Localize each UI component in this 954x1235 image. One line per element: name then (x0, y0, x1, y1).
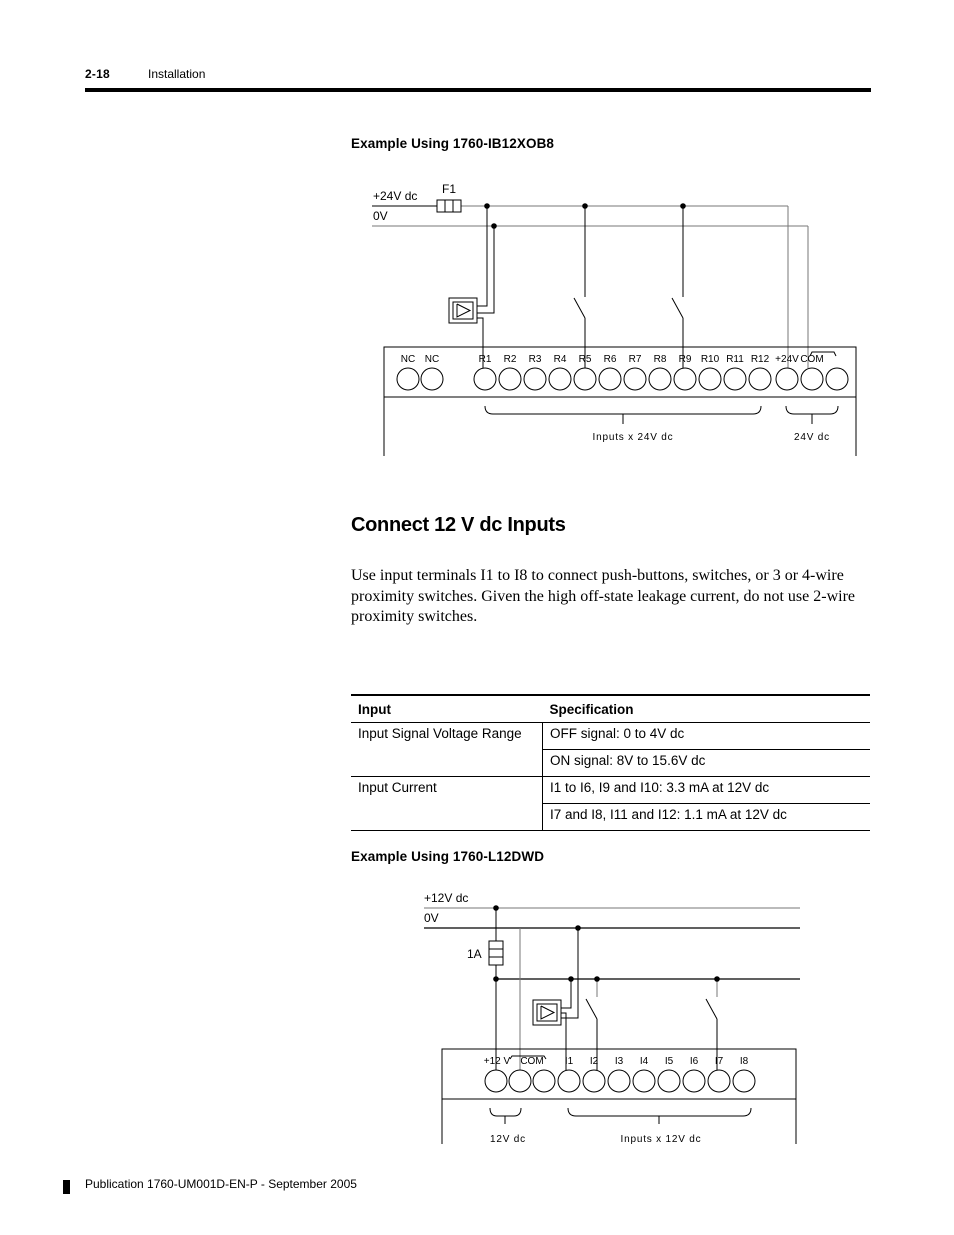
terminal-screw (708, 1070, 730, 1092)
terminal-label: +24V (775, 354, 799, 365)
terminal-screw (533, 1070, 555, 1092)
sensor-zero-wire (477, 226, 494, 313)
junction-dot (594, 976, 600, 982)
switch-r9 (672, 298, 683, 318)
switch-r5 (574, 298, 585, 318)
terminal-screw (624, 368, 646, 390)
table-cell: Input Signal Voltage Range (358, 726, 522, 741)
terminal-label: R3 (528, 354, 542, 365)
terminal-screw (649, 368, 671, 390)
table-row (351, 723, 870, 750)
inputs-bracket (568, 1108, 751, 1116)
input-spec-table (351, 694, 870, 831)
terminal-label: R9 (678, 354, 692, 365)
terminal-screw (683, 1070, 705, 1092)
terminal-label: I3 (614, 1056, 624, 1067)
terminal-screw (558, 1070, 580, 1092)
terminal-screw (485, 1070, 507, 1092)
terminal-screw (826, 368, 848, 390)
terminal-label: R6 (603, 354, 617, 365)
switch-i2 (586, 999, 597, 1019)
terminal-screw (574, 368, 596, 390)
supply-bracket (490, 1108, 521, 1116)
table-row (351, 777, 870, 804)
terminal-screw (583, 1070, 605, 1092)
table-header-row (351, 695, 870, 723)
supply-positive-label: +12V dc (424, 891, 469, 905)
terminal-strip (397, 354, 848, 390)
terminal-label: I1 (564, 1056, 574, 1067)
terminal-label: R1 (478, 354, 492, 365)
junction-dot (491, 223, 497, 229)
sensor-triangle-icon (541, 1006, 554, 1019)
terminal-label: R5 (578, 354, 592, 365)
supply-positive-label: +24V dc (373, 189, 418, 203)
publication-footer: Publication 1760-UM001D-EN-P - September 2005 (85, 1177, 357, 1191)
sensor-supply-wire (561, 979, 571, 1008)
running-header-section: Installation (148, 67, 206, 81)
sensor-triangle-icon (457, 304, 470, 317)
terminal-screw (733, 1070, 755, 1092)
terminal-screw (474, 368, 496, 390)
terminal-label: I5 (664, 1056, 674, 1067)
terminal-label: COM (800, 354, 824, 365)
inputs-group-label: Inputs x 12V dc (620, 1134, 702, 1145)
inputs-bracket (485, 406, 761, 414)
fuse-label: F1 (442, 182, 457, 196)
table-cell: I7 and I8, I11 and I12: 1.1 mA at 12V dc (543, 804, 871, 831)
diagram2-caption: Example Using 1760-L12DWD (351, 849, 545, 864)
junction-dot (714, 976, 720, 982)
terminal-label: R11 (726, 354, 744, 365)
column-header-specification: Specification (543, 695, 871, 723)
terminal-label: R7 (628, 354, 642, 365)
terminal-label: I2 (589, 1056, 599, 1067)
terminal-screw (749, 368, 771, 390)
terminal-screw (658, 1070, 680, 1092)
terminal-screw (801, 368, 823, 390)
junction-dot (493, 976, 499, 982)
terminal-label: I7 (714, 1056, 724, 1067)
sensor-zero-wire (561, 928, 578, 1018)
junction-dot (582, 203, 588, 209)
supply-zero-label: 0V (373, 209, 388, 223)
terminal-strip (484, 1056, 755, 1092)
junction-dot (575, 925, 581, 931)
junction-dot (493, 905, 499, 911)
section-title: Connect 12 V dc Inputs (351, 514, 566, 536)
fuse-label: 1A (467, 947, 482, 961)
terminal-label: +12 V (483, 1056, 511, 1067)
terminal-screw (776, 368, 798, 390)
terminal-label: R12 (750, 354, 770, 365)
terminal-label: R10 (700, 354, 720, 365)
table-cell: Input Current (351, 777, 543, 831)
terminal-screw (397, 368, 419, 390)
table-cell: I1 to I6, I9 and I10: 3.3 mA at 12V dc (543, 777, 871, 804)
wiring-diagram-1760-l12dwd (0, 870, 954, 1160)
junction-dot (568, 976, 574, 982)
junction-dot (680, 203, 686, 209)
sensor-supply-wire (477, 206, 487, 306)
terminal-label: I4 (639, 1056, 649, 1067)
terminal-label: I6 (689, 1056, 699, 1067)
terminal-label: COM (520, 1056, 544, 1067)
fuse-symbol (437, 200, 461, 212)
inputs-group-label: Inputs x 24V dc (592, 432, 674, 443)
section-body: Use input terminals I1 to I8 to connect push-buttons, switches, or 3 or 4-wire proximity switches. Given the high off-state leakage current, do not use 2-wire proximity switches. (351, 567, 856, 625)
terminal-screw (699, 368, 721, 390)
junction-dot (484, 203, 490, 209)
table-cell: ON signal: 8V to 15.6V dc (543, 750, 871, 777)
terminal-screw (724, 368, 746, 390)
terminal-screw (599, 368, 621, 390)
page-number: 2-18 (85, 67, 110, 81)
terminal-screw (549, 368, 571, 390)
terminal-label: I8 (739, 1056, 749, 1067)
terminal-screw (674, 368, 696, 390)
fuse-symbol (489, 941, 503, 965)
terminal-screw (421, 368, 443, 390)
supply-group-label: 12V dc (490, 1134, 526, 1145)
column-header-input: Input (351, 695, 543, 723)
terminal-screw (608, 1070, 630, 1092)
terminal-label: NC (424, 354, 440, 365)
wiring-diagram-1760-ib12xob8 (0, 0, 954, 470)
terminal-screw (524, 368, 546, 390)
terminal-screw (509, 1070, 531, 1092)
supply-bracket (786, 406, 838, 414)
terminal-label: R4 (553, 354, 567, 365)
terminal-label: R8 (653, 354, 667, 365)
supply-group-label: 24V dc (794, 432, 830, 443)
diagram1-caption: Example Using 1760-IB12XOB8 (351, 136, 555, 151)
footer-marker (63, 1180, 70, 1194)
terminal-label: R2 (503, 354, 517, 365)
terminal-label: NC (400, 354, 416, 365)
supply-zero-label: 0V (424, 911, 439, 925)
switch-i7 (706, 999, 717, 1019)
terminal-screw (633, 1070, 655, 1092)
terminal-screw (499, 368, 521, 390)
table-cell: OFF signal: 0 to 4V dc (543, 723, 871, 750)
